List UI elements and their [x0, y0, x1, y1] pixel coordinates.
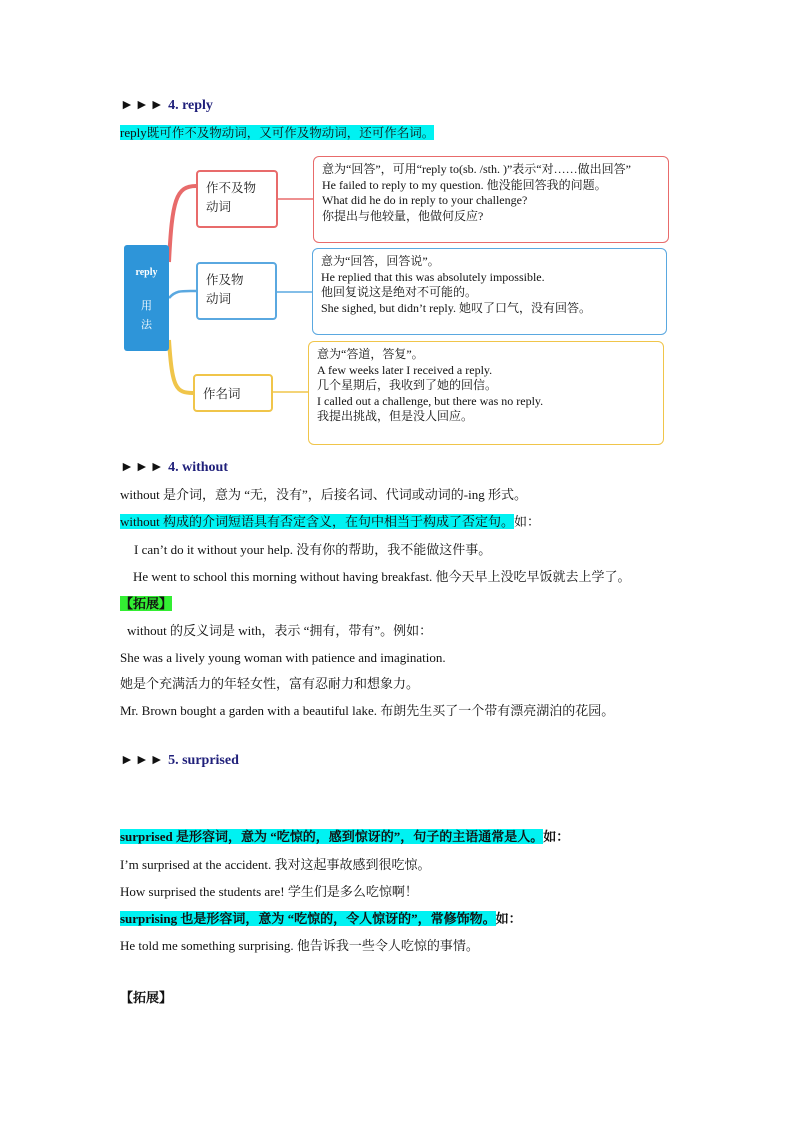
without-example-3-zh: 她是个充满活力的年轻女性，富有忍耐力和想象力。 — [120, 676, 420, 691]
heading-without-title: 4. without — [168, 460, 228, 475]
branch-noun — [193, 374, 273, 412]
without-def: without 是介词，意为 “无，没有”，后接名词、代词或动词的-ing 形式。 — [120, 487, 527, 502]
detail-transitive — [312, 248, 667, 335]
connector-blue — [169, 291, 196, 298]
detail-line: 你提出与他较量，他做何反应? — [322, 208, 484, 223]
detail-noun — [308, 341, 664, 445]
surprised-rule — [120, 828, 569, 846]
detail-line: He replied that this was absolutely impossible. — [321, 269, 545, 284]
detail-line: I called out a challenge, but there was no reply. — [317, 393, 544, 408]
connector-red — [169, 186, 196, 262]
without-example-2: He went to school this morning without having breakfast. 他今天早上没吃早饭就去上学了。 — [133, 569, 631, 584]
reply-intro-text: 既可作不及物动词，又可作及物动词，还可作名词。 — [146, 125, 435, 140]
without-rule — [120, 513, 540, 531]
surprising-rule-highlight: surprising 也是形容词，意为 “吃惊的，令人惊讶的”，常修饰物。 — [120, 911, 496, 926]
heading-without — [120, 460, 228, 476]
connector-yellow — [169, 340, 193, 393]
surprised-example-2: How surprised the students are! 学生们是多么吃惊啊！ — [120, 884, 418, 899]
branch-label-2: 动词 — [206, 199, 232, 214]
detail-line: 意为“回答”，可用“reply to(sb. /sth. )”表示“对……做出回答” — [322, 162, 631, 176]
without-expand-label — [120, 595, 172, 613]
surprised-example-3: He told me something surprising. 他告诉我一些令人吃惊的事情。 — [120, 938, 479, 953]
arrow-icon: ►►► — [120, 753, 165, 768]
without-rule-rest: 如： — [513, 514, 540, 529]
root-en: reply — [135, 267, 158, 278]
expand-badge: 【拓展】 — [120, 596, 173, 611]
detail-line: 意为“答道，答复”。 — [317, 347, 424, 361]
without-rule-highlight: without 构成的介词短语具有否定含义，在句中相当于构成了否定句。 — [120, 514, 514, 529]
root-zh-2: 法 — [141, 318, 152, 331]
heading-surprised-title: 5. surprised — [168, 753, 239, 768]
detail-line: 他回复说这是绝对不可能的。 — [321, 285, 478, 300]
mindmap-root — [124, 245, 169, 351]
branch-label-1: 作及物 — [206, 272, 244, 287]
surprised-rule-highlight: surprised 是形容词，意为 “吃惊的，感到惊讶的”，句子的主语通常是人。 — [120, 829, 544, 844]
arrow-icon: ►►► — [120, 460, 165, 475]
detail-line: A few weeks later I received a reply. — [317, 362, 493, 377]
heading-reply-title: 4. reply — [168, 98, 213, 113]
detail-line: She sighed, but didn’t reply. 她叹了口气，没有回答。 — [321, 300, 591, 315]
arrow-icon: ►►► — [120, 98, 165, 113]
branch-transitive — [196, 262, 277, 320]
surprising-rule-rest: 如： — [495, 911, 522, 926]
detail-line: 意为“回答，回答说”。 — [321, 254, 440, 268]
detail-line: 我提出挑战，但是没人回应。 — [317, 409, 474, 424]
detail-line: 几个星期后，我收到了她的回信。 — [317, 378, 498, 393]
without-example-3: She was a lively young woman with patience and imagination. — [120, 650, 446, 665]
without-example-4: Mr. Brown bought a garden with a beautiful lake. 布朗先生买了一个带有漂亮湖泊的花园。 — [120, 703, 615, 718]
detail-line: He failed to reply to my question. 他没能回答我的问题。 — [322, 177, 607, 192]
surprised-rule-rest: 如： — [543, 829, 570, 844]
branch-label-1: 作不及物 — [206, 180, 257, 195]
detail-intransitive — [313, 156, 669, 243]
branch-intransitive — [196, 170, 278, 228]
heading-surprised — [120, 753, 239, 769]
without-expand-text: without 的反义词是 with，表示 “拥有，带有”。例如： — [127, 623, 433, 638]
surprised-expand-label: 【拓展】 — [120, 990, 173, 1005]
branch-label-1: 作名词 — [203, 386, 241, 401]
surprised-example-1: I’m surprised at the accident. 我对这起事故感到很吃惊。 — [120, 857, 431, 872]
detail-line: What did he do in reply to your challenge? — [322, 193, 528, 208]
surprising-rule — [120, 910, 522, 928]
without-example-1: I can’t do it without your help. 没有你的帮助，我不能做这件事。 — [134, 542, 492, 557]
root-zh-1: 用 — [141, 299, 152, 312]
reply-intro-word: reply — [120, 125, 147, 140]
branch-label-2: 动词 — [206, 291, 232, 306]
